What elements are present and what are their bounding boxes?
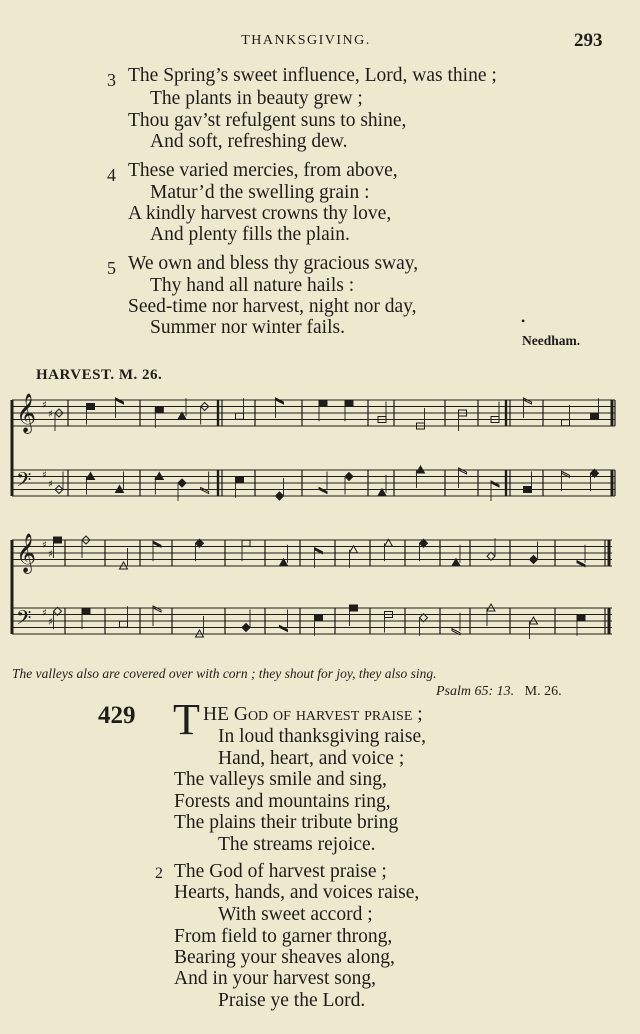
verse-line: We own and bless thy gracious sway,: [128, 253, 419, 274]
first-line: HE God of harvest praise ;: [203, 704, 423, 725]
note-head: [155, 407, 163, 413]
verse-line: Hand, heart, and voice ;: [218, 748, 405, 769]
note-head: [280, 626, 288, 632]
scripture-reference: Psalm 65: 13.: [436, 684, 515, 699]
note-head: [242, 540, 250, 546]
note-head: [459, 468, 467, 474]
verse-line: The streams rejoice.: [218, 834, 376, 855]
verse-number: 2: [155, 865, 163, 882]
note-head: [487, 604, 495, 611]
note-head: [242, 624, 250, 632]
sharp-icon: ♯: [48, 409, 53, 420]
note-head: [591, 413, 599, 419]
verse-line: The God of harvest praise ;: [174, 861, 387, 882]
verse-line: The plants in beauty grew ;: [150, 88, 363, 109]
verse-line: Forests and mountains ring,: [174, 791, 391, 812]
verse-number: 5: [107, 258, 116, 278]
note-head: [319, 488, 327, 494]
note-head: [276, 492, 284, 500]
treble-clef-icon: 𝄞: [16, 533, 37, 573]
ornament-dot: •: [521, 314, 526, 328]
hymn-number: 429: [98, 702, 136, 729]
note-head: [315, 615, 323, 621]
scripture-citation: [436, 684, 562, 700]
verse-line: A kindly harvest crowns thy love,: [128, 203, 392, 224]
note-head: [530, 617, 538, 624]
note-head: [155, 473, 163, 480]
verse-line: With sweet accord ;: [218, 904, 373, 925]
note-head: [116, 398, 124, 404]
tune-name: HARVEST. M. 26.: [36, 367, 163, 383]
note-head: [524, 487, 532, 493]
note-head: [87, 473, 95, 480]
note-head: [577, 615, 585, 621]
note-head: [236, 413, 244, 419]
verse-line: Praise ye the Lord.: [218, 990, 366, 1011]
bass-clef-icon: 𝄢: [16, 606, 32, 634]
note-head: [87, 404, 95, 410]
verse-line: Bearing your sheaves along,: [174, 947, 395, 968]
verse-number: 4: [107, 165, 116, 185]
note-head: [196, 630, 204, 637]
note-head: [319, 400, 327, 406]
verse-line: And plenty fills the plain.: [150, 224, 350, 245]
note-head: [417, 466, 425, 473]
note-head: [82, 608, 90, 614]
sharp-icon: ♯: [42, 540, 47, 551]
note-head: [120, 562, 128, 569]
sharp-icon: ♯: [42, 470, 47, 481]
verse-line: These varied mercies, from above,: [128, 160, 398, 181]
verse-line: Summer nor winter fails.: [150, 317, 345, 338]
sharp-icon: ♯: [48, 549, 53, 560]
note-head: [350, 605, 358, 611]
note-head: [201, 488, 209, 494]
note-head: [345, 400, 353, 406]
note-head: [530, 556, 538, 564]
verse-line: Seed-time nor harvest, night nor day,: [128, 296, 417, 317]
page-number: 293: [574, 30, 603, 51]
verse-line: And soft, refreshing dew.: [150, 131, 348, 152]
note-head: [236, 477, 244, 483]
note-head: [54, 537, 62, 543]
verse-line: Thy hand all nature hails :: [150, 275, 355, 296]
note-head: [491, 481, 499, 487]
note-head: [153, 606, 161, 612]
running-title: THANKSGIVING.: [241, 33, 371, 48]
verse-line: And in your harvest song,: [174, 968, 377, 989]
sharp-icon: ♯: [48, 617, 53, 628]
verse-number: 3: [107, 70, 116, 90]
note-head: [524, 398, 532, 404]
treble-clef-icon: 𝄞: [16, 393, 37, 433]
meter-label: M. 26.: [524, 684, 562, 699]
note-head: [276, 398, 284, 404]
verse-line: Matur’d the swelling grain :: [150, 182, 370, 203]
sharp-icon: ♯: [42, 608, 47, 619]
drop-cap: T: [173, 695, 200, 744]
verse-line: In loud thanksgiving raise,: [218, 726, 426, 747]
note-head: [178, 479, 186, 487]
verse-line: Thou gav’st refulgent suns to shine,: [128, 110, 407, 131]
verse-line: The plains their tribute bring: [174, 812, 399, 833]
verse-line: Hearts, hands, and voices raise,: [174, 882, 420, 903]
note-head: [116, 486, 124, 493]
sharp-icon: ♯: [48, 479, 53, 490]
verse-line: The Spring’s sweet influence, Lord, was thine ;: [128, 65, 497, 86]
sharp-icon: ♯: [42, 400, 47, 411]
author-credit: Needham.: [522, 333, 581, 348]
note-head: [120, 621, 128, 627]
bass-clef-icon: 𝄢: [16, 468, 32, 496]
verse-line: The valleys smile and sing,: [174, 769, 387, 790]
note-head: [562, 420, 570, 426]
scripture-epigraph: The valleys also are covered over with corn ; they shout for joy, they also sing.: [12, 666, 437, 681]
note-head: [345, 473, 353, 481]
verse-line: From field to garner throng,: [174, 926, 393, 947]
